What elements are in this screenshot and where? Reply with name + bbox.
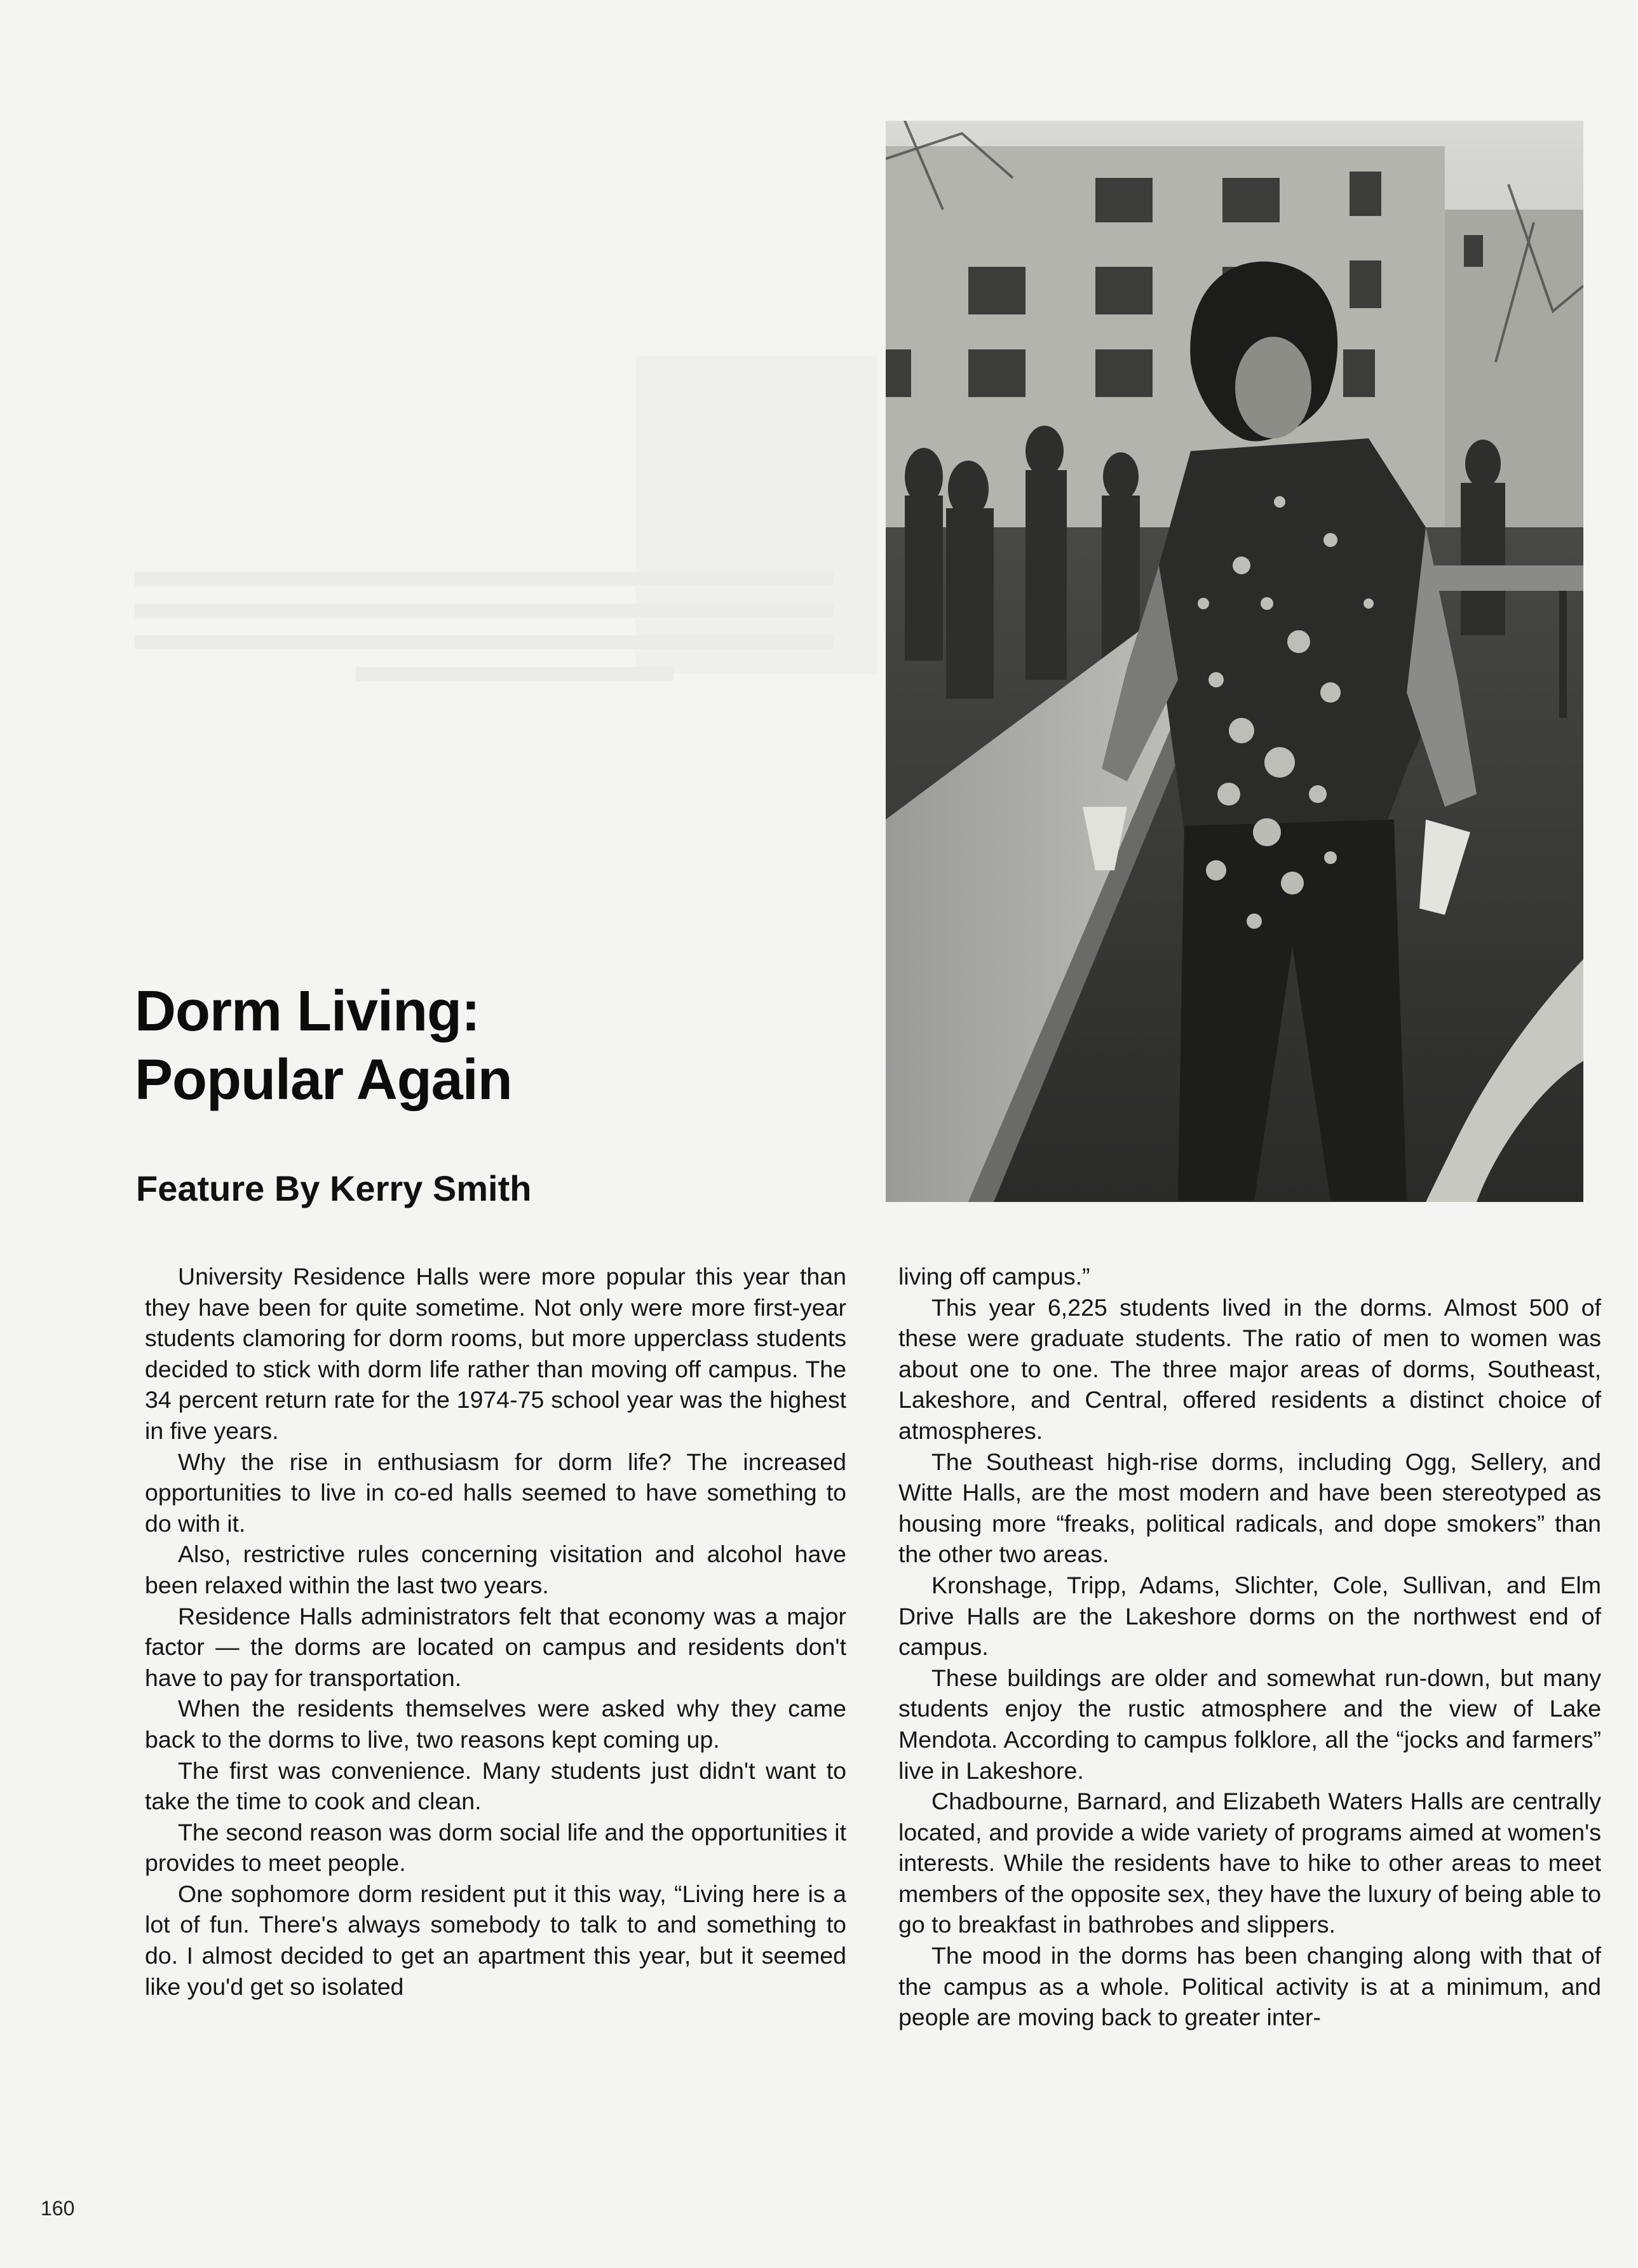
article-title — [135, 977, 834, 1114]
article-column-right — [898, 1261, 1601, 2033]
paragraph: These buildings are older and somewhat run-down, but many students enjoy the rustic atmosphere and the view of Lake Mendota. According to campus folklore, all the “jocks and farmers” live in Lakeshore. — [898, 1664, 1601, 1784]
paragraph: The first was convenience. Many students just didn't want to take the time to cook and clean. — [145, 1757, 846, 1815]
paragraph-continuation: living off campus.” — [898, 1263, 1090, 1290]
bleed-through-line — [356, 667, 673, 681]
page-number: 160 — [41, 2197, 75, 2220]
paragraph: Chadbourne, Barnard, and Elizabeth Waters Halls are centrally located, and provide a wide variety of programs aimed at women's interests. While the residents have to hike to other areas to meet members of the opposite sex, they have the luxury of being able to go to breakfast in bathrobes and slippers. — [898, 1788, 1601, 1938]
article-byline: Feature By Kerry Smith — [136, 1168, 532, 1208]
paragraph: University Residence Halls were more popular this year than they have been for quite sometime. Not only were more first-year students clamoring for dorm rooms, but more upperclass students decided to stick with dorm life rather than moving off campus. The 34 percent return rate for the 1974-75 school year was the highest in five years. — [145, 1263, 846, 1444]
paragraph: Also, restrictive rules concerning visitation and alcohol have been relaxed within the last two years. — [145, 1541, 846, 1598]
bleed-through-line — [135, 635, 834, 649]
bleed-through-line — [135, 572, 834, 586]
bleed-through-shadow — [635, 356, 877, 673]
paragraph: The mood in the dorms has been changing along with that of the campus as a whole. Political activity is at a minimum, and people are moving back to greater inter- — [898, 1942, 1601, 2031]
photo-student-covered-in-food-icon — [886, 121, 1583, 1202]
article-title-line-2: Popular Again — [135, 1048, 512, 1112]
bleed-through-line — [135, 604, 834, 618]
article-photo — [886, 121, 1583, 1202]
paragraph: Why the rise in enthusiasm for dorm life? The increased opportunities to live in co-ed halls seemed to have something to do with it. — [145, 1448, 846, 1537]
article-title-line-1: Dorm Living: — [135, 980, 480, 1043]
paragraph: One sophomore dorm resident put it this way, “Living here is a lot of fun. There's always somebody to talk to and something to do. I almost decided to get an apartment this year, but it seemed like you'd get so isolated — [145, 1880, 846, 2000]
paragraph: This year 6,225 students lived in the dorms. Almost 500 of these were graduate students. The ratio of men to women was about one to one. The three major areas of dorms, Southeast, Lakeshore, and Central, offered residents a distinct choice of atmospheres. — [898, 1293, 1601, 1444]
paragraph: The second reason was dorm social life and the opportunities it provides to meet people. — [145, 1818, 846, 1877]
paragraph: The Southeast high-rise dorms, including Ogg, Sellery, and Witte Halls, are the most modern and have been stereotyped as housing more “freaks, political radicals, and dope smokers” than the other two areas. — [898, 1448, 1601, 1568]
paragraph: Residence Halls administrators felt that economy was a major factor — the dorms are located on campus and residents don't have to pay for transportation. — [145, 1602, 846, 1691]
article-column-left — [145, 1261, 846, 2002]
paragraph: Kronshage, Tripp, Adams, Slichter, Cole, Sullivan, and Elm Drive Halls are the Lakeshore dorms on the northwest end of campus. — [898, 1571, 1601, 1661]
paragraph: When the residents themselves were asked why they came back to the dorms to live, two reasons kept coming up. — [145, 1695, 846, 1753]
